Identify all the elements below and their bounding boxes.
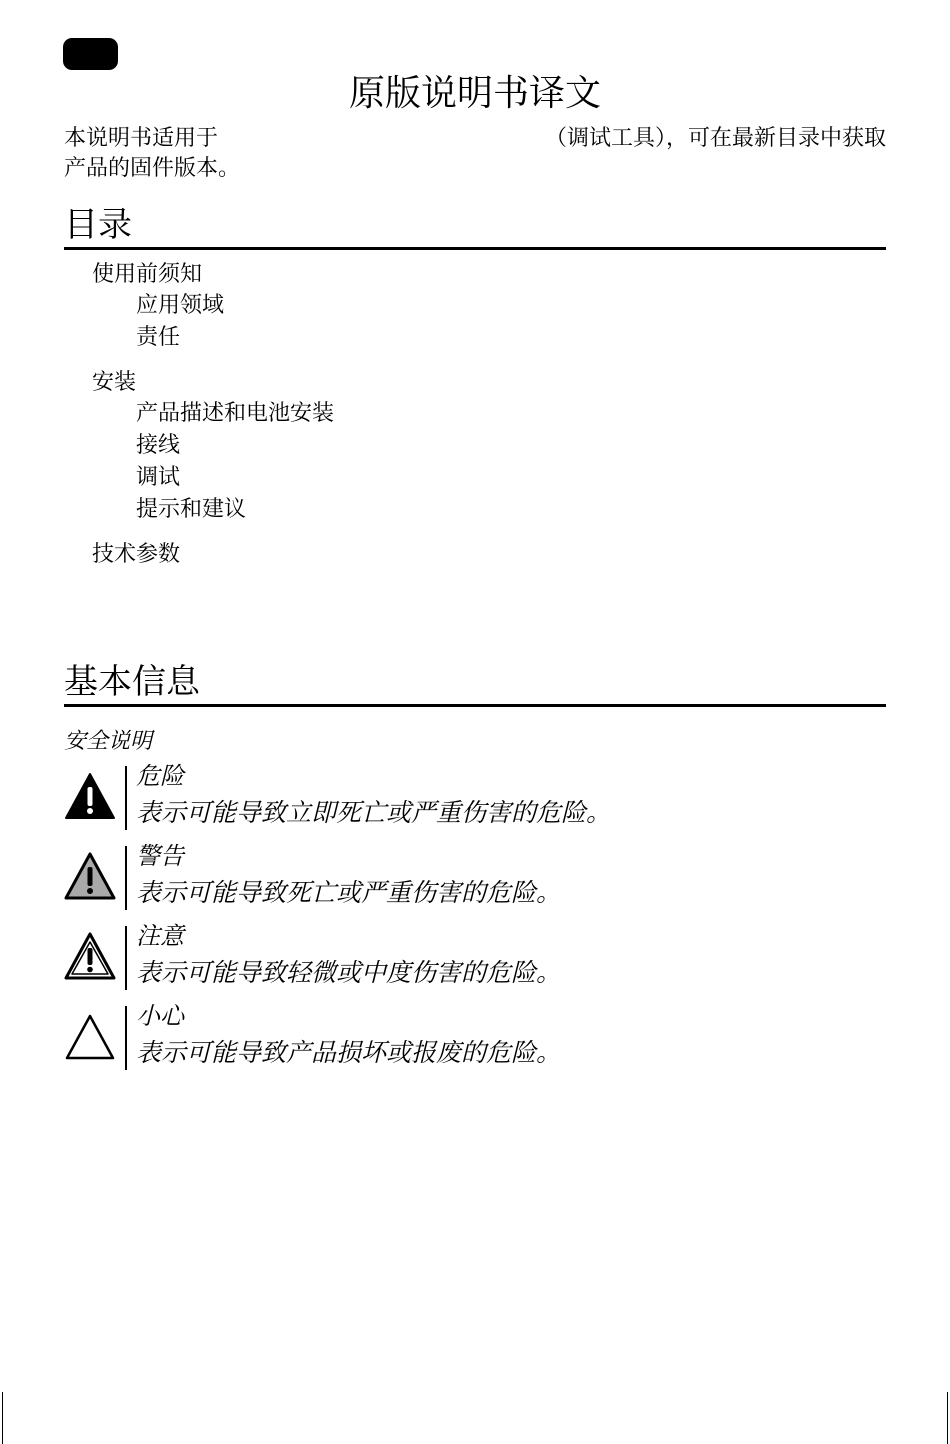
- hazard-signal-word: 危险: [136, 762, 184, 790]
- hazard-danger: [64, 762, 886, 832]
- toc-heading: 目录: [64, 203, 886, 250]
- basic-info-heading: 基本信息: [64, 660, 886, 707]
- intro-line-2: 产品的固件版本。: [64, 156, 241, 181]
- crop-mark-right: [947, 1392, 948, 1444]
- notice-empty-triangle-icon: [64, 1010, 116, 1062]
- hazard-signal-word: 注意: [136, 922, 184, 950]
- danger-filled-warning-icon: [64, 770, 116, 822]
- toc-group: [92, 368, 792, 526]
- hazard-notice: [64, 1002, 886, 1072]
- hazard-signal-word: 警告: [136, 842, 184, 870]
- toc-item[interactable]: 接线: [136, 433, 181, 458]
- table-of-contents: [92, 260, 792, 584]
- hazard-divider: [125, 846, 127, 910]
- hazard-description: 表示可能导致立即死亡或严重伤害的危险。: [136, 798, 612, 827]
- caution-outline-warning-icon: [64, 930, 116, 982]
- hazard-warning: [64, 842, 886, 912]
- hazard-description: 表示可能导致产品损坏或报废的危险。: [136, 1038, 562, 1067]
- safety-caption: 安全说明: [64, 729, 153, 754]
- hazard-divider: [125, 926, 127, 990]
- hazard-signal-word: 小心: [136, 1002, 184, 1030]
- intro-text-start: 本说明书适用于: [64, 126, 219, 151]
- language-badge: [63, 38, 118, 70]
- toc-item[interactable]: 产品描述和电池安装: [136, 401, 335, 426]
- hazard-caution: [64, 922, 886, 992]
- toc-group: [92, 260, 792, 354]
- toc-item[interactable]: 提示和建议: [136, 497, 247, 522]
- hazard-divider: [125, 1006, 127, 1070]
- toc-item[interactable]: 责任: [136, 325, 181, 350]
- document-title: 原版说明书译文: [348, 73, 601, 114]
- intro-text-end: （调试工具），可在最新目录中获取: [544, 126, 886, 151]
- hazard-description: 表示可能导致死亡或严重伤害的危险。: [136, 878, 562, 907]
- toc-group-title[interactable]: 技术参数: [92, 542, 181, 567]
- hazard-divider: [125, 766, 127, 830]
- warning-grey-warning-icon: [64, 850, 116, 902]
- toc-group-title[interactable]: 使用前须知: [92, 262, 203, 287]
- toc-item[interactable]: 调试: [136, 465, 181, 490]
- toc-group: [92, 540, 792, 570]
- intro-paragraph: [64, 124, 886, 184]
- crop-mark-left: [2, 1392, 3, 1444]
- toc-group-title[interactable]: 安装: [92, 370, 137, 395]
- hazard-description: 表示可能导致轻微或中度伤害的危险。: [136, 958, 562, 987]
- toc-item[interactable]: 应用领域: [136, 293, 225, 318]
- intro-line-1: [64, 124, 886, 154]
